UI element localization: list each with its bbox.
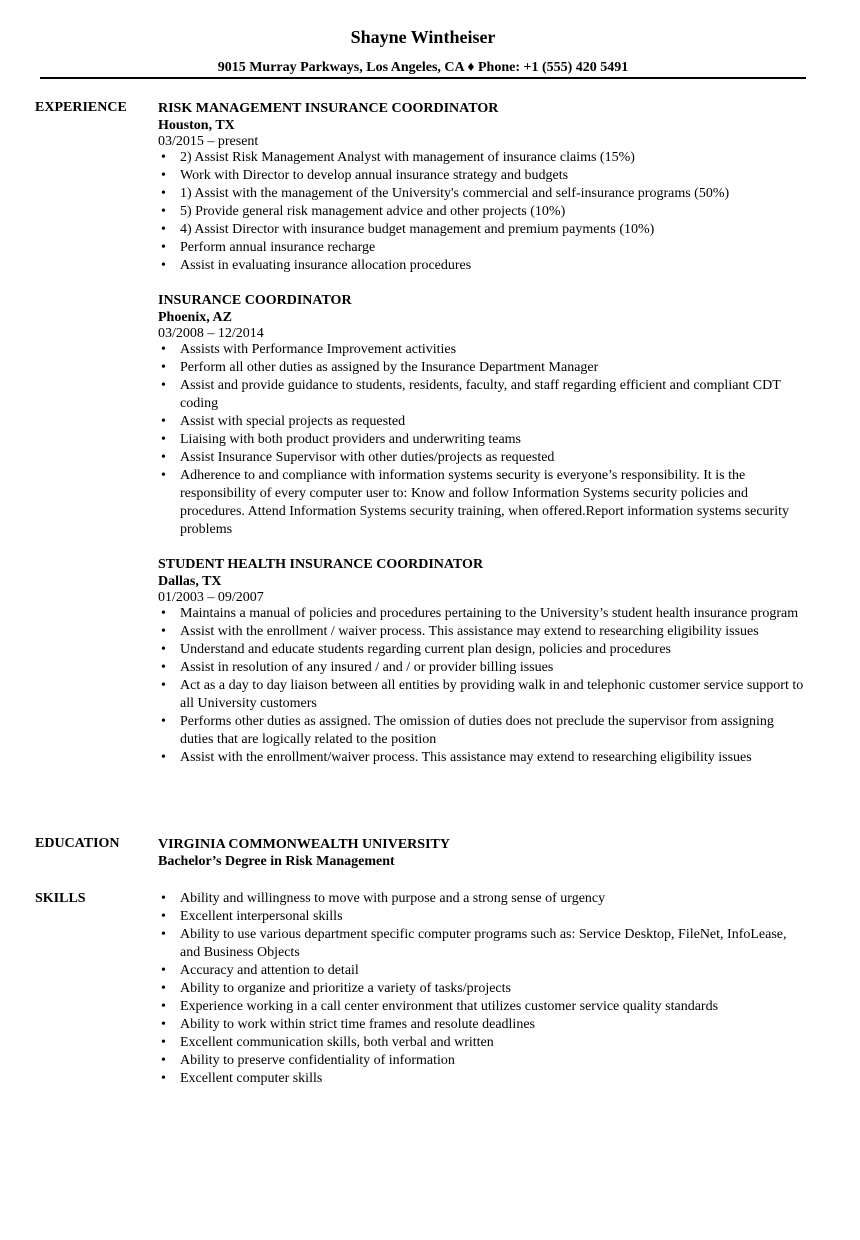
bullet-icon: • [161, 1035, 166, 1050]
job-location: Phoenix, AZ [158, 310, 232, 325]
job-location: Dallas, TX [158, 574, 222, 589]
bullet-icon: • [161, 240, 166, 255]
bullet-icon: • [161, 714, 166, 729]
list-item: • Excellent computer skills [161, 1071, 323, 1086]
bullet-icon: • [161, 999, 166, 1014]
skills-heading: SKILLS [35, 891, 86, 906]
bullet-icon: • [161, 660, 166, 675]
list-item: • Accuracy and attention to detail [161, 963, 359, 978]
list-item: • Liaising with both product providers and underwriting teams [161, 432, 521, 447]
bullet-icon: • [161, 1053, 166, 1068]
bullet-icon: • [161, 1071, 166, 1086]
experience-heading: EXPERIENCE [35, 100, 127, 115]
bullet-icon: • [161, 342, 166, 357]
skills-list [158, 890, 808, 1088]
bullet-icon: • [161, 1017, 166, 1032]
list-item: • Assist with special projects as requested [161, 414, 406, 429]
job-title: INSURANCE COORDINATOR [158, 293, 352, 308]
job-bullets [158, 605, 808, 767]
contact-line: 9015 Murray Parkways, Los Angeles, CA ♦ Phone: +1 (555) 420 5491 [217, 60, 629, 75]
list-item: • Assist in resolution of any insured / and / or provider billing issues [161, 660, 554, 675]
list-item: • Assist with the enrollment / waiver process. This assistance may extend to researching eligibility issues [161, 624, 759, 639]
job-dates: 01/2003 – 09/2007 [158, 590, 264, 605]
list-item: • Excellent communication skills, both verbal and written [161, 1035, 494, 1050]
bullet-icon: • [161, 678, 166, 693]
bullet-icon: • [161, 642, 166, 657]
list-item: • Assist Insurance Supervisor with other duties/projects as requested [161, 450, 555, 465]
bullet-icon: • [161, 360, 166, 375]
job-entry [158, 291, 808, 539]
list-item: • Ability to organize and prioritize a variety of tasks/projects [161, 981, 511, 996]
list-item: • Ability to work within strict time frames and resolute deadlines [161, 1017, 535, 1032]
bullet-icon: • [161, 963, 166, 978]
list-item: • Assist with the enrollment/waiver process. This assistance may extend to researching eligibility issues [161, 750, 752, 765]
bullet-icon: • [161, 750, 166, 765]
list-item: • Work with Director to develop annual insurance strategy and budgets [161, 168, 569, 183]
job-bullets [158, 341, 808, 539]
list-item: • Act as a day to day liaison between all entities by providing walk in and telephonic customer service support to all University customers [161, 678, 804, 711]
skills-bullets [158, 890, 808, 1088]
list-item: • Perform all other duties as assigned by the Insurance Department Manager [161, 360, 599, 375]
bullet-icon: • [161, 150, 166, 165]
education-entry [158, 835, 808, 870]
bullet-icon: • [161, 378, 166, 393]
candidate-name: Shayne Wintheiser [350, 27, 496, 47]
list-item: • 5) Provide general risk management advice and other projects (10%) [161, 204, 566, 219]
education-heading: EDUCATION [35, 836, 120, 851]
bullet-icon: • [161, 186, 166, 201]
job-dates: 03/2015 – present [158, 134, 259, 149]
bullet-icon: • [161, 981, 166, 996]
school-name: VIRGINIA COMMONWEALTH UNIVERSITY [158, 837, 450, 852]
list-item: • Experience working in a call center environment that utilizes customer service quality standards [161, 999, 719, 1014]
job-entry [158, 555, 808, 767]
bullet-icon: • [161, 468, 166, 483]
resume-header [40, 25, 806, 77]
bullet-icon: • [161, 606, 166, 621]
bullet-icon: • [161, 450, 166, 465]
list-item: • Excellent interpersonal skills [161, 909, 343, 924]
job-bullets [158, 149, 808, 275]
bullet-icon: • [161, 222, 166, 237]
list-item: • Adherence to and compliance with information systems security is everyone’s responsibility. It is the responsibility of every computer user to: Know and follow Information Systems security policies and procedures. Attend Information Systems security training, when offered.Report information systems security problems [161, 468, 789, 537]
list-item: • Assist and provide guidance to students, residents, faculty, and staff regarding efficient and compliant CDT coding [161, 378, 781, 411]
bullet-icon: • [161, 258, 166, 273]
job-dates: 03/2008 – 12/2014 [158, 326, 264, 341]
bullet-icon: • [161, 909, 166, 924]
bullet-icon: • [161, 891, 166, 906]
experience-list [158, 99, 808, 783]
bullet-icon: • [161, 624, 166, 639]
bullet-icon: • [161, 414, 166, 429]
list-item: • Assists with Performance Improvement activities [161, 342, 457, 357]
list-item: • Understand and educate students regarding current plan design, policies and procedures [161, 642, 671, 657]
list-item: • 2) Assist Risk Management Analyst with management of insurance claims (15%) [161, 150, 635, 165]
list-item: • Ability to preserve confidentiality of information [161, 1053, 455, 1068]
list-item: • 1) Assist with the management of the University's commercial and self-insurance programs (50%) [161, 186, 730, 201]
list-item: • 4) Assist Director with insurance budget management and premium payments (10%) [161, 222, 655, 237]
list-item: • Performs other duties as assigned. The omission of duties does not preclude the supervisor from assigning duties that are logically related to the position [161, 714, 774, 747]
job-location: Houston, TX [158, 118, 235, 133]
bullet-icon: • [161, 927, 166, 942]
bullet-icon: • [161, 168, 166, 183]
list-item: • Maintains a manual of policies and procedures pertaining to the University’s student health insurance program [161, 606, 799, 621]
bullet-icon: • [161, 432, 166, 447]
header-divider [40, 77, 806, 79]
list-item: • Perform annual insurance recharge [161, 240, 376, 255]
list-item: • Ability to use various department specific computer programs such as: Service Desktop, FileNet, InfoLease, and Business Objects [161, 927, 787, 960]
list-item: • Ability and willingness to move with purpose and a strong sense of urgency [161, 891, 606, 906]
bullet-icon: • [161, 204, 166, 219]
job-title: RISK MANAGEMENT INSURANCE COORDINATOR [158, 101, 499, 116]
job-title: STUDENT HEALTH INSURANCE COORDINATOR [158, 557, 484, 572]
job-entry [158, 99, 808, 275]
list-item: • Assist in evaluating insurance allocation procedures [161, 258, 472, 273]
degree-name: Bachelor’s Degree in Risk Management [158, 854, 395, 869]
